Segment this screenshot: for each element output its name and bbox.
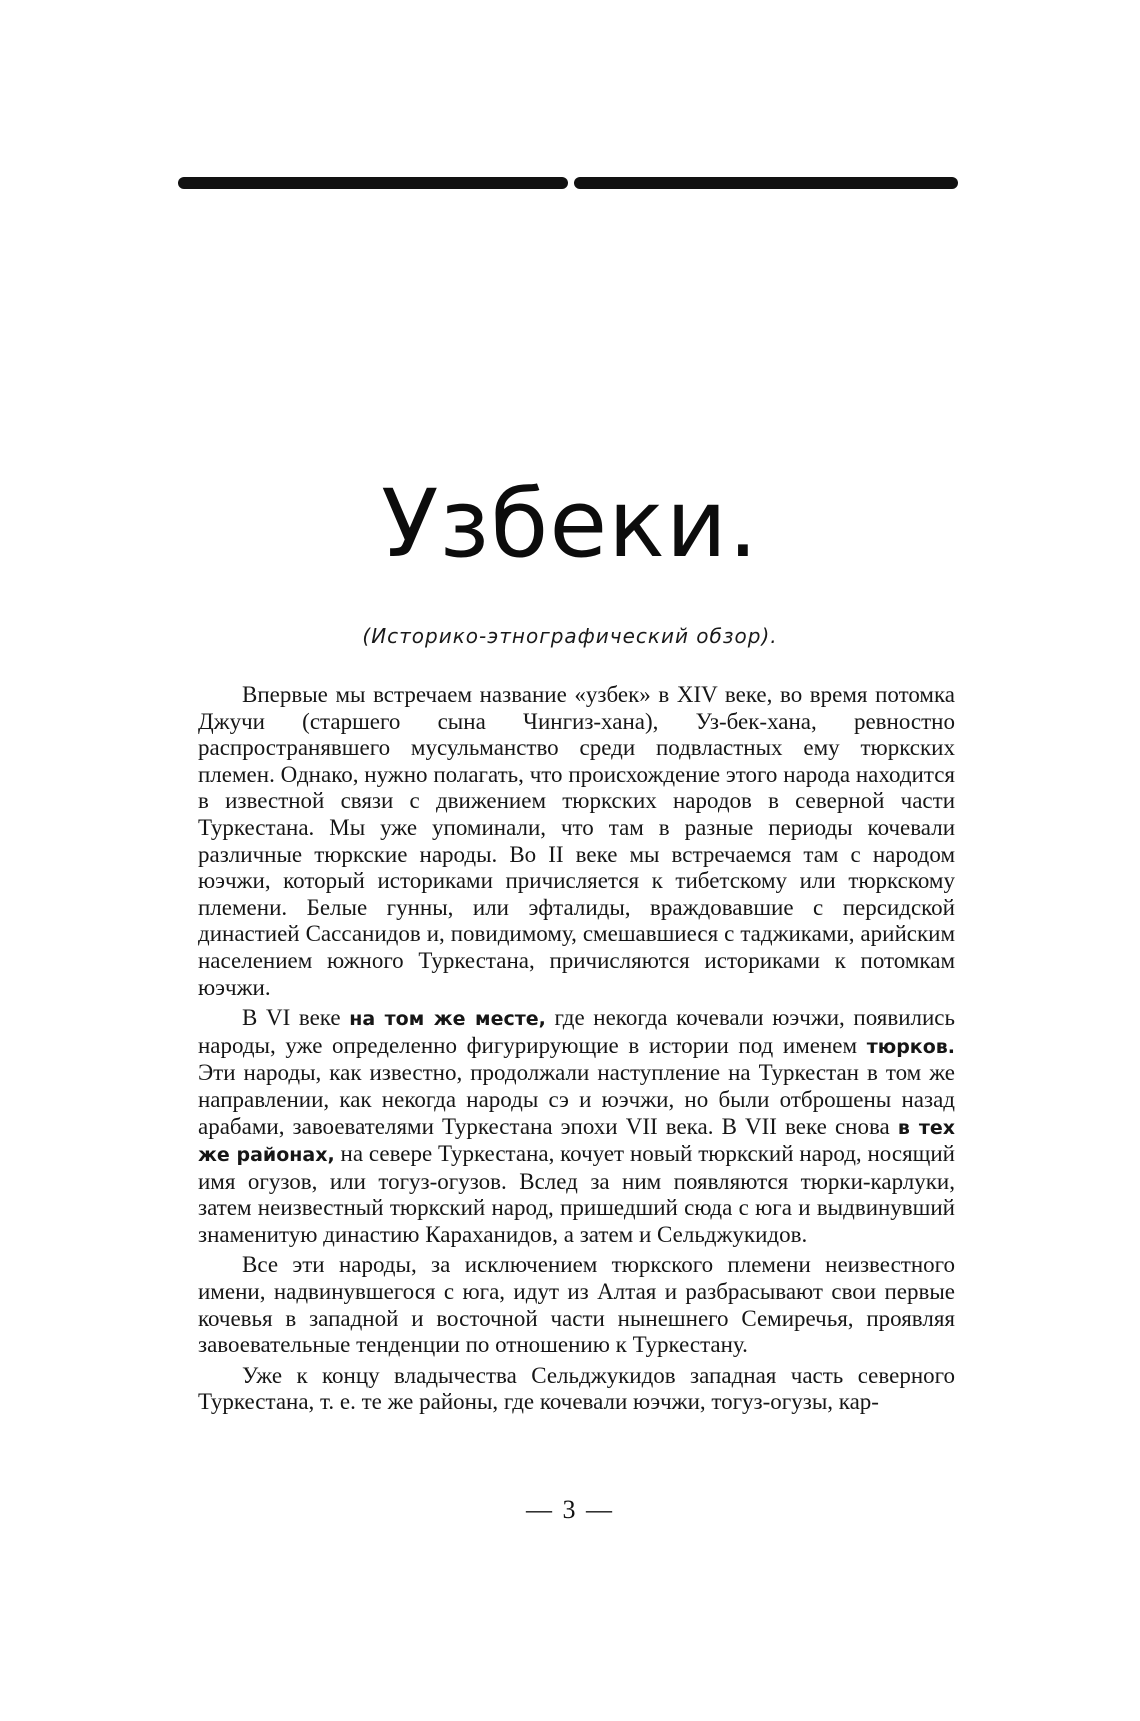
body-text bbox=[198, 682, 955, 1416]
paragraph-2-text: В VI веке bbox=[242, 1005, 350, 1031]
paragraph-1: Впервые мы встречаем название «узбек» в XIV веке, во время потомка Джучи (старшего сына Чингиз-хана), Уз-бек-хана, ревностно распространявшего мусульманство среди подвластных ему тюркских племен. Однако, нужно полагать, что происхождение этого народа находится в известной связи с движением тюркских народов в северной части Туркестана. Мы уже упоминали, что там в разные периоды кочевали различные тюркские народы. Во II веке мы встречаемся там с народом юэчжи, который историками причисляется к тибетскому или тюркскому племени. Белые гунны, или эфталиды, враждовавшие с персидской династией Сассанидов и, повидимому, смешавшиеся с таджиками, арийским населением южного Туркестана, причисляются историками к потомкам юэчжи. bbox=[198, 682, 955, 1000]
emphasis-turks: тюрков. bbox=[866, 1035, 955, 1058]
paragraph-3: Все эти народы, за исключением тюркского племени неизвестного имени, надвинувшегося с юга, идут из Алтая и разбрасывают свои первые кочевья в западной и восточной части нынешнего Семиречья, проявляя завоевательные тенденции по отношению к Туркестану. bbox=[198, 1252, 955, 1358]
paragraph-4: Уже к концу владычества Сельджукидов западная часть северного Туркестана, т. е. те же районы, где кочевали юэчжи, тогуз-огузы, кар- bbox=[198, 1362, 955, 1415]
paragraph-2-text: где некогда кочевали юэчжи, появились народы, уже определенно фигурирующие в истории под именем bbox=[198, 1005, 955, 1058]
emphasis-same-regions: в тех же районах, bbox=[198, 1116, 956, 1167]
header-rule-right bbox=[574, 177, 958, 189]
page-title: Узбеки. bbox=[381, 470, 759, 579]
paragraph-2 bbox=[198, 1005, 955, 1248]
emphasis-same-place: на том же месте, bbox=[349, 1008, 546, 1031]
page-subtitle: (Историко-этнографический обзор). bbox=[362, 624, 778, 648]
paragraph-2-text: на севере Туркестана, кочует новый тюркский народ, носящий имя огузов, или тогуз-огузов. Вслед за ним появляются тюрки-карлуки, затем неизвестный тюркский народ, пришедший сюда с юга и выдвинувший знаменитую династию Караханидов, а затем и Сельджукидов. bbox=[198, 1141, 955, 1247]
page-number: — 3 — bbox=[526, 1495, 614, 1524]
header-rule-left bbox=[178, 177, 568, 189]
paragraph-2-text: Эти народы, как известно, продолжали наступление на Туркестан в том же направлении, как некогда народы сэ и юэчжи, но были отброшены назад арабами, завоевателями Туркестана эпохи VII века. В VII веке снова bbox=[198, 1060, 955, 1139]
